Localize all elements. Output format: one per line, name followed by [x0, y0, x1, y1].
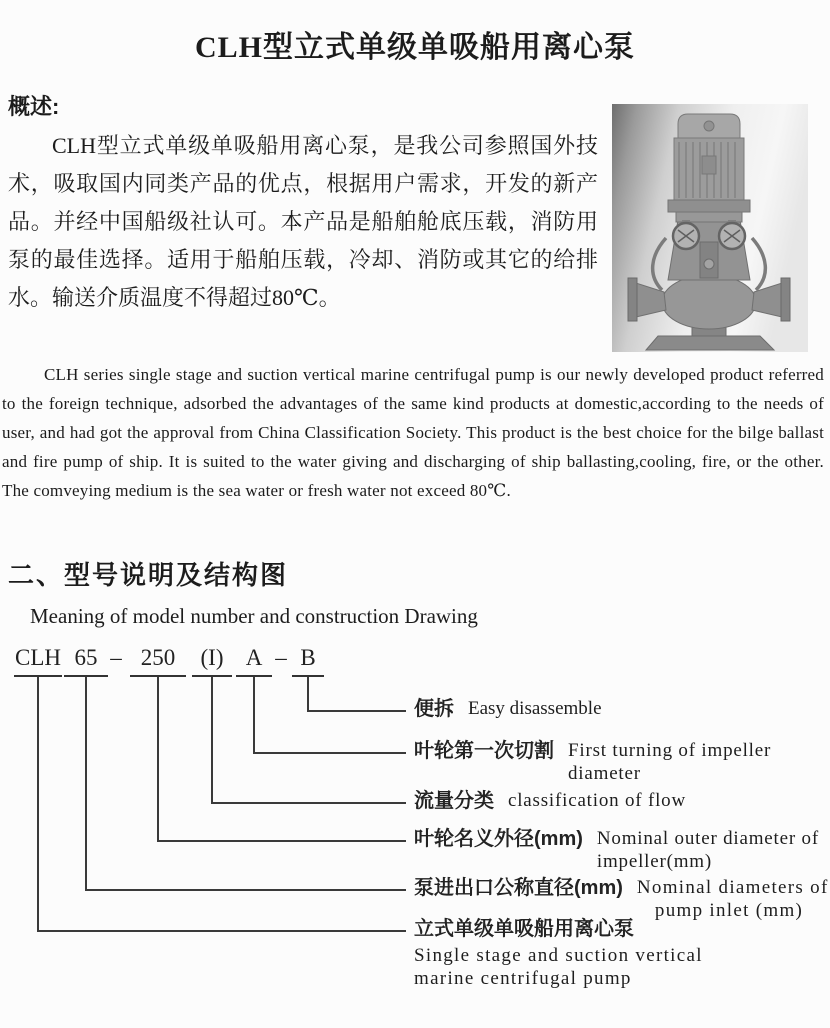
model-label-2 — [414, 789, 686, 813]
model-segment-0: CLH — [14, 643, 62, 677]
model-segment-2: – — [110, 645, 122, 670]
section-heading-en: Meaning of model number and construction Drawing — [30, 604, 478, 628]
model-label-en: Nominal outer diameter of impeller(mm) — [596, 828, 819, 872]
model-label-4 — [414, 876, 829, 922]
model-label-1 — [414, 739, 771, 785]
overview-section — [0, 90, 830, 317]
connector-line-4 — [86, 677, 406, 890]
pump-photo — [612, 104, 808, 352]
model-label-en: Nominal diameters of pump inlet (mm) — [636, 877, 829, 921]
model-label-en: classification of flow — [508, 790, 686, 811]
connector-line-0 — [308, 677, 406, 711]
model-label-5 — [414, 917, 703, 990]
model-label-en: First turning of impeller diameter — [568, 740, 772, 784]
model-label-cn: 叶轮名义外径(mm) — [414, 828, 583, 850]
model-label-cn: 叶轮第一次切割 — [414, 740, 554, 762]
overview-heading: 概述: — [8, 94, 60, 119]
model-label-en: Single stage and suction vertical marine centrifugal pump — [414, 945, 703, 989]
pump-illustration — [612, 104, 808, 352]
section-heading-cn: 二、型号说明及结构图 — [8, 560, 289, 590]
model-label-cn: 便拆 — [414, 698, 454, 720]
model-segment-7: B — [292, 643, 324, 677]
connector-line-1 — [254, 677, 406, 753]
model-label-3 — [414, 827, 819, 873]
model-label-0 — [414, 697, 602, 721]
model-label-cn: 立式单级单吸船用离心泵 — [414, 918, 634, 940]
model-segment-3: 250 — [130, 643, 186, 677]
model-label-cn: 泵进出口公称直径(mm) — [414, 877, 623, 899]
model-segment-4: (I) — [192, 643, 232, 677]
model-label-en: Easy disassemble — [468, 698, 602, 719]
model-segment-6: – — [275, 645, 287, 670]
page-title: CLH型立式单级单吸船用离心泵 — [194, 31, 635, 64]
model-label-cn: 流量分类 — [414, 790, 494, 812]
model-number-diagram — [0, 643, 830, 1019]
model-segment-1: 65 — [64, 643, 108, 677]
overview-paragraph-cn: CLH型立式单级单吸船用离心泵，是我公司参照国外技术，吸取国内同类产品的优点，根据用户需求，开发的新产品。并经中国船级社认可。本产品是船舶舱底压载，消防用泵的最佳选择。适用于船舶压载，冷却、消防或其它的给排水。输送介质温度不得超过80℃。 — [8, 133, 598, 310]
model-segment-5: A — [236, 643, 272, 677]
connector-line-3 — [158, 677, 406, 841]
overview-paragraph-en: CLH series single stage and suction vertical marine centrifugal pump is our newly developed product referred to the foreign technique, adsorbed the advantages of the same kind products at domestic,according to the needs of user, and had got the approval from China Classification Society. This product is the best choice for the bilge ballast and fire pump of ship. It is suited to the water giving and discharging of ship ballasting,cooling, fire, or the other. The comveying medium is the sea water or fresh water not exceed 80℃. — [2, 365, 824, 500]
